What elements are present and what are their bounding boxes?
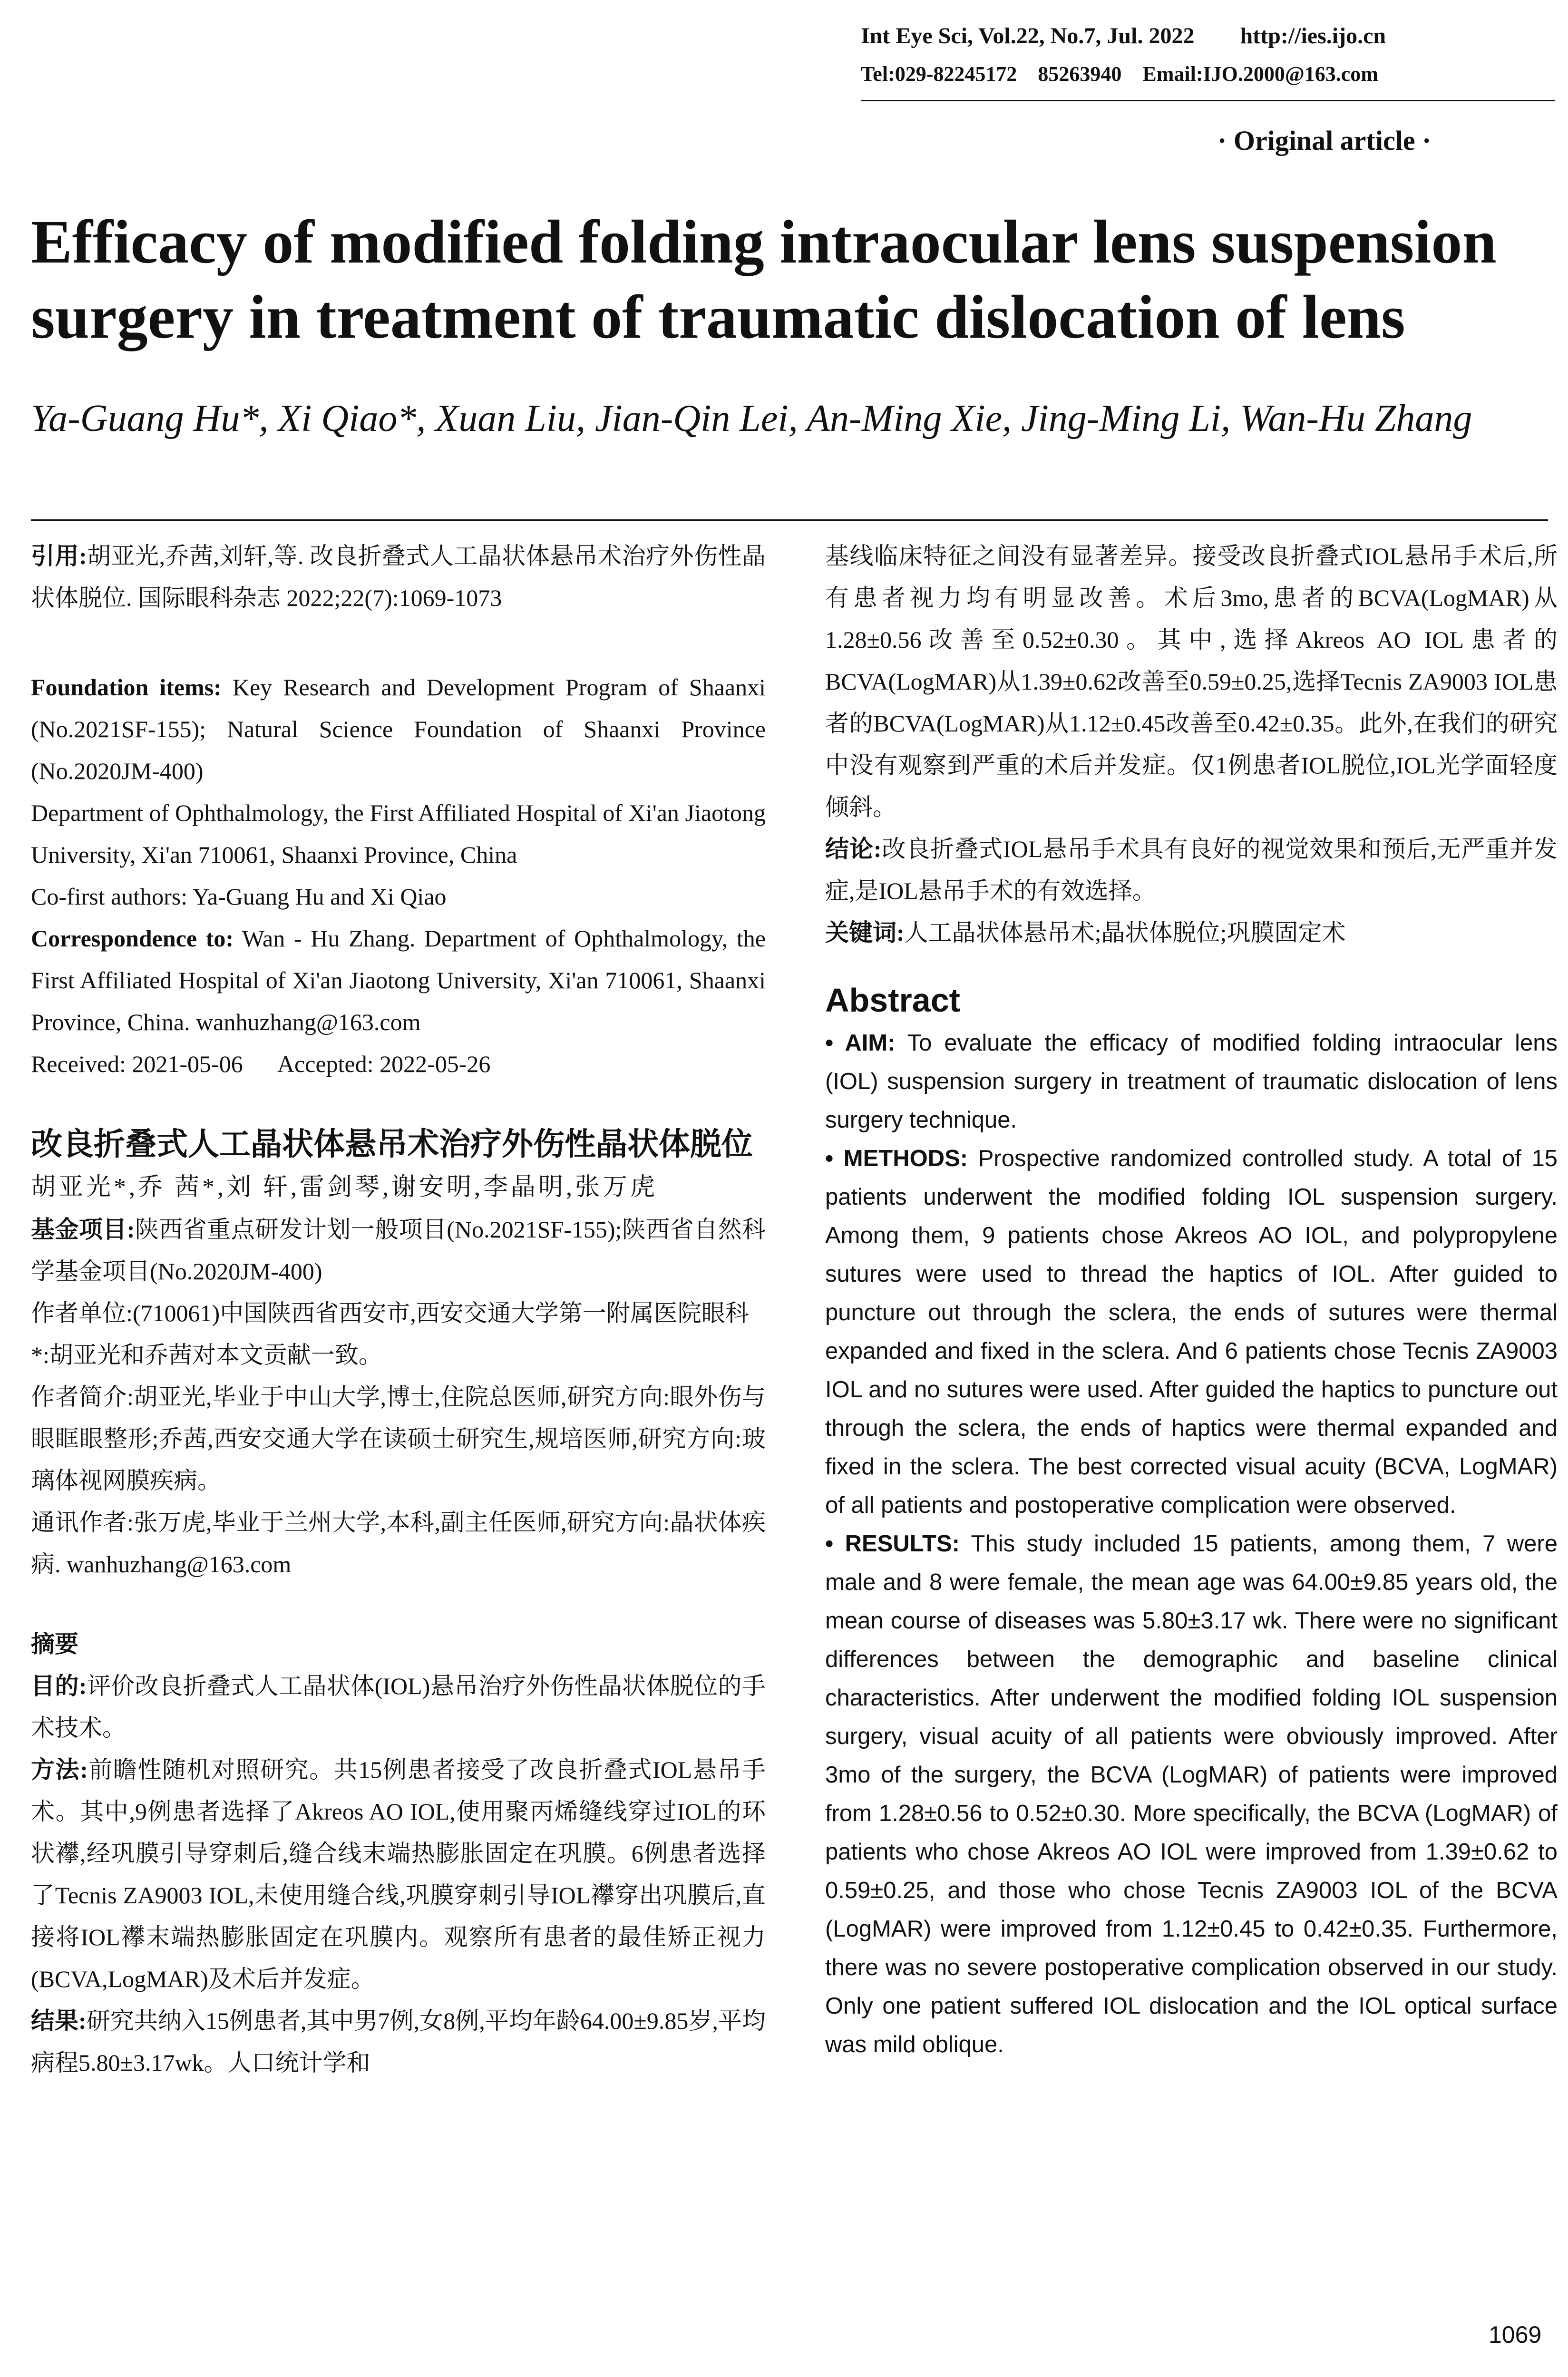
foundation-text: Key Research and Development Program of Shaanxi (No.2021SF-155); Natural Science Foundation of Shaanxi Province (No.2020JM-400): [31, 674, 766, 784]
co-first-authors: Co-first authors: Ya-Guang Hu and Xi Qiao: [31, 883, 447, 910]
foundation-items: [31, 666, 766, 792]
header-divider: [861, 100, 1555, 101]
article-type-label: · Original article ·: [1217, 125, 1432, 156]
abstract-results: [825, 1525, 1558, 2064]
abstract-aim-text: To evaluate the efficacy of modified folding intraocular lens (IOL) suspension surgery in treatment of traumatic dislocation of lens surgery technique.: [825, 1030, 1558, 1133]
abstract-methods: [825, 1140, 1558, 1525]
chinese-results-continued: 基线临床特征之间没有显著差异。接受改良折叠式IOL悬吊手术后,所有患者视力均有明显改善。术后3mo,患者的BCVA(LogMAR)从1.28±0.56改善至0.52±0.30。其中,选择Akreos AO IOL患者的BCVA(LogMAR)从1.39±0.62改善至0.59±0.25,选择Tecnis ZA9003 IOL患者的BCVA(LogMAR)从1.12±0.45改善至0.42±0.35。此外,在我们的研究中没有观察到严重的术后并发症。仅1例患者IOL脱位,IOL光学面轻度倾斜。: [825, 543, 1558, 820]
abstract-methods-text: Prospective randomized controlled study. A total of 15 patients underwent the modified folding IOL suspension surgery. Among them, 9 patients chose Akreos AO IOL, and polypropylene sutures were used to thread the haptics of IOL. After guided to puncture out through the sclera, the ends of sutures were thermal expanded and fixed in the sclera. And 6 patients chose Tecnis ZA9003 IOL and no sutures were used. After guided the haptics to puncture out through the sclera, the ends of haptics were thermal expanded and fixed in the sclera. The best corrected visual acuity (BCVA, LogMAR) of all patients and postoperative complication were observed.: [825, 1146, 1558, 1518]
chinese-methods: [31, 1749, 766, 2000]
left-column: [31, 535, 766, 2084]
chinese-fund: [31, 1208, 766, 1292]
citation-label: 引用:: [31, 543, 87, 569]
chinese-fund-text: 陕西省重点研发计划一般项目(No.2021SF-155);陕西省自然科学基金项目(No.2020JM-400): [31, 1216, 766, 1285]
abstract-aim-label: • AIM:: [825, 1030, 896, 1056]
chinese-authors: 胡亚光*,乔 茜*,刘 轩,雷剑琴,谢安明,李晶明,张万虎: [31, 1174, 658, 1201]
chinese-conclusion: [825, 828, 1558, 912]
journal-header-line: Int Eye Sci, Vol.22, No.7, Jul. 2022 http://ies.ijo.cn: [861, 23, 1386, 49]
chinese-title: 改良折叠式人工晶状体悬吊术治疗外伤性晶状体脱位: [31, 1127, 753, 1162]
correspondence-label: Correspondence to:: [31, 925, 234, 952]
chinese-conclusion-text: 改良折叠式IOL悬吊手术具有良好的视觉效果和预后,无严重并发症,是IOL悬吊手术的有效选择。: [825, 836, 1558, 904]
article-title: Efficacy of modified folding intraocular lens suspension surgery in treatment of traumatic dislocation of lens: [31, 208, 1497, 351]
abstract-methods-label: • METHODS:: [825, 1146, 968, 1171]
chinese-aim-label: 目的:: [31, 1673, 87, 1699]
journal-contact-line: Tel:029-82245172 85263940 Email:IJO.2000@163.com: [861, 62, 1378, 86]
chinese-keywords: [825, 912, 1558, 954]
chinese-conclusion-label: 结论:: [825, 836, 882, 862]
abstract-aim: [825, 1024, 1558, 1140]
foundation-label: Foundation items:: [31, 674, 222, 701]
chinese-results-label: 结果:: [31, 2007, 87, 2034]
chinese-keywords-text: 人工晶状体悬吊术;晶状体脱位;巩膜固定术: [904, 919, 1346, 946]
chinese-keywords-label: 关键词:: [825, 919, 905, 946]
title-divider: [31, 519, 1548, 521]
abstract-heading: Abstract: [825, 982, 960, 1019]
correspondence-text: Wan - Hu Zhang. Department of Ophthalmology, the First Affiliated Hospital of Xi'an Jiaotong University, Xi'an 710061, Shaanxi Province, China. wanhuzhang@163.com: [31, 925, 766, 1035]
chinese-methods-label: 方法:: [31, 1756, 88, 1783]
chinese-aim: [31, 1665, 766, 1749]
abstract-results-label: • RESULTS:: [825, 1531, 960, 1557]
chinese-results: [31, 2000, 766, 2084]
chinese-aim-text: 评价改良折叠式人工晶状体(IOL)悬吊治疗外伤性晶状体脱位的手术技术。: [31, 1673, 766, 1741]
chinese-equal-contribution-note: *:胡亚光和乔茜对本文贡献一致。: [31, 1342, 382, 1368]
chinese-author-bio: 作者简介:胡亚光,毕业于中山大学,博士,住院总医师,研究方向:眼外伤与眼眶眼整形;乔茜,西安交通大学在读硕士研究生,规培医师,研究方向:玻璃体视网膜疾病。: [31, 1383, 766, 1494]
page-number: 1069: [1489, 2321, 1542, 2348]
citation: [31, 535, 766, 619]
right-column: [825, 535, 1558, 2064]
chinese-affiliation: 作者单位:(710061)中国陕西省西安市,西安交通大学第一附属医院眼科: [31, 1300, 749, 1326]
chinese-results-text: 研究共纳入15例患者,其中男7例,女8例,平均年龄64.00±9.85岁,平均病程5.80±3.17wk。人口统计学和: [31, 2007, 766, 2076]
abstract-results-text: This study included 15 patients, among them, 7 were male and 8 were female, the mean age was 64.00±9.85 years old, the mean course of diseases was 5.80±3.17 wk. There were no significant differences between the demographic and baseline clinical characteristics. After underwent the modified folding IOL suspension surgery, visual acuity of all patients were obviously improved. After 3mo of the surgery, the BCVA (LogMAR) of patients were improved from 1.28±0.56 to 0.52±0.30. More specifically, the BCVA (LogMAR) of patients who chose Akreos AO IOL were improved from 1.39±0.62 to 0.59±0.25, and those who chose Tecnis ZA9003 IOL of the BCVA (LogMAR) were improved from 1.12±0.45 to 0.42±0.35. Furthermore, there was no severe postoperative complication observed in our study. Only one patient suffered IOL dislocation and the IOL optical surface was mild oblique.: [825, 1531, 1558, 2057]
received-accepted-dates: Received: 2021-05-06 Accepted: 2022-05-26: [31, 1051, 491, 1077]
author-list: Ya-Guang Hu*, Xi Qiao*, Xuan Liu, Jian-Qin Lei, An-Ming Xie, Jing-Ming Li, Wan-Hu Zhang: [31, 398, 1472, 439]
chinese-abstract-heading: 摘要: [31, 1631, 78, 1657]
correspondence: [31, 917, 766, 1043]
chinese-methods-text: 前瞻性随机对照研究。共15例患者接受了改良折叠式IOL悬吊手术。其中,9例患者选择了Akreos AO IOL,使用聚丙烯缝线穿过IOL的环状襻,经巩膜引导穿刺后,缝合线末端热膨胀固定在巩膜。6例患者选择了Tecnis ZA9003 IOL,未使用缝合线,巩膜穿刺引导IOL襻穿出巩膜后,直接将IOL襻末端热膨胀固定在巩膜内。观察所有患者的最佳矫正视力(BCVA,LogMAR)及术后并发症。: [31, 1756, 766, 1992]
chinese-fund-label: 基金项目:: [31, 1216, 135, 1243]
department: Department of Ophthalmology, the First Affiliated Hospital of Xi'an Jiaotong University, Xi'an 710061, Shaanxi Province, China: [31, 799, 766, 868]
chinese-corresponding-author: 通讯作者:张万虎,毕业于兰州大学,本科,副主任医师,研究方向:晶状体疾病. wanhuzhang@163.com: [31, 1509, 766, 1578]
citation-text: 胡亚光,乔茜,刘轩,等. 改良折叠式人工晶状体悬吊术治疗外伤性晶状体脱位. 国际眼科杂志 2022;22(7):1069-1073: [31, 543, 766, 611]
